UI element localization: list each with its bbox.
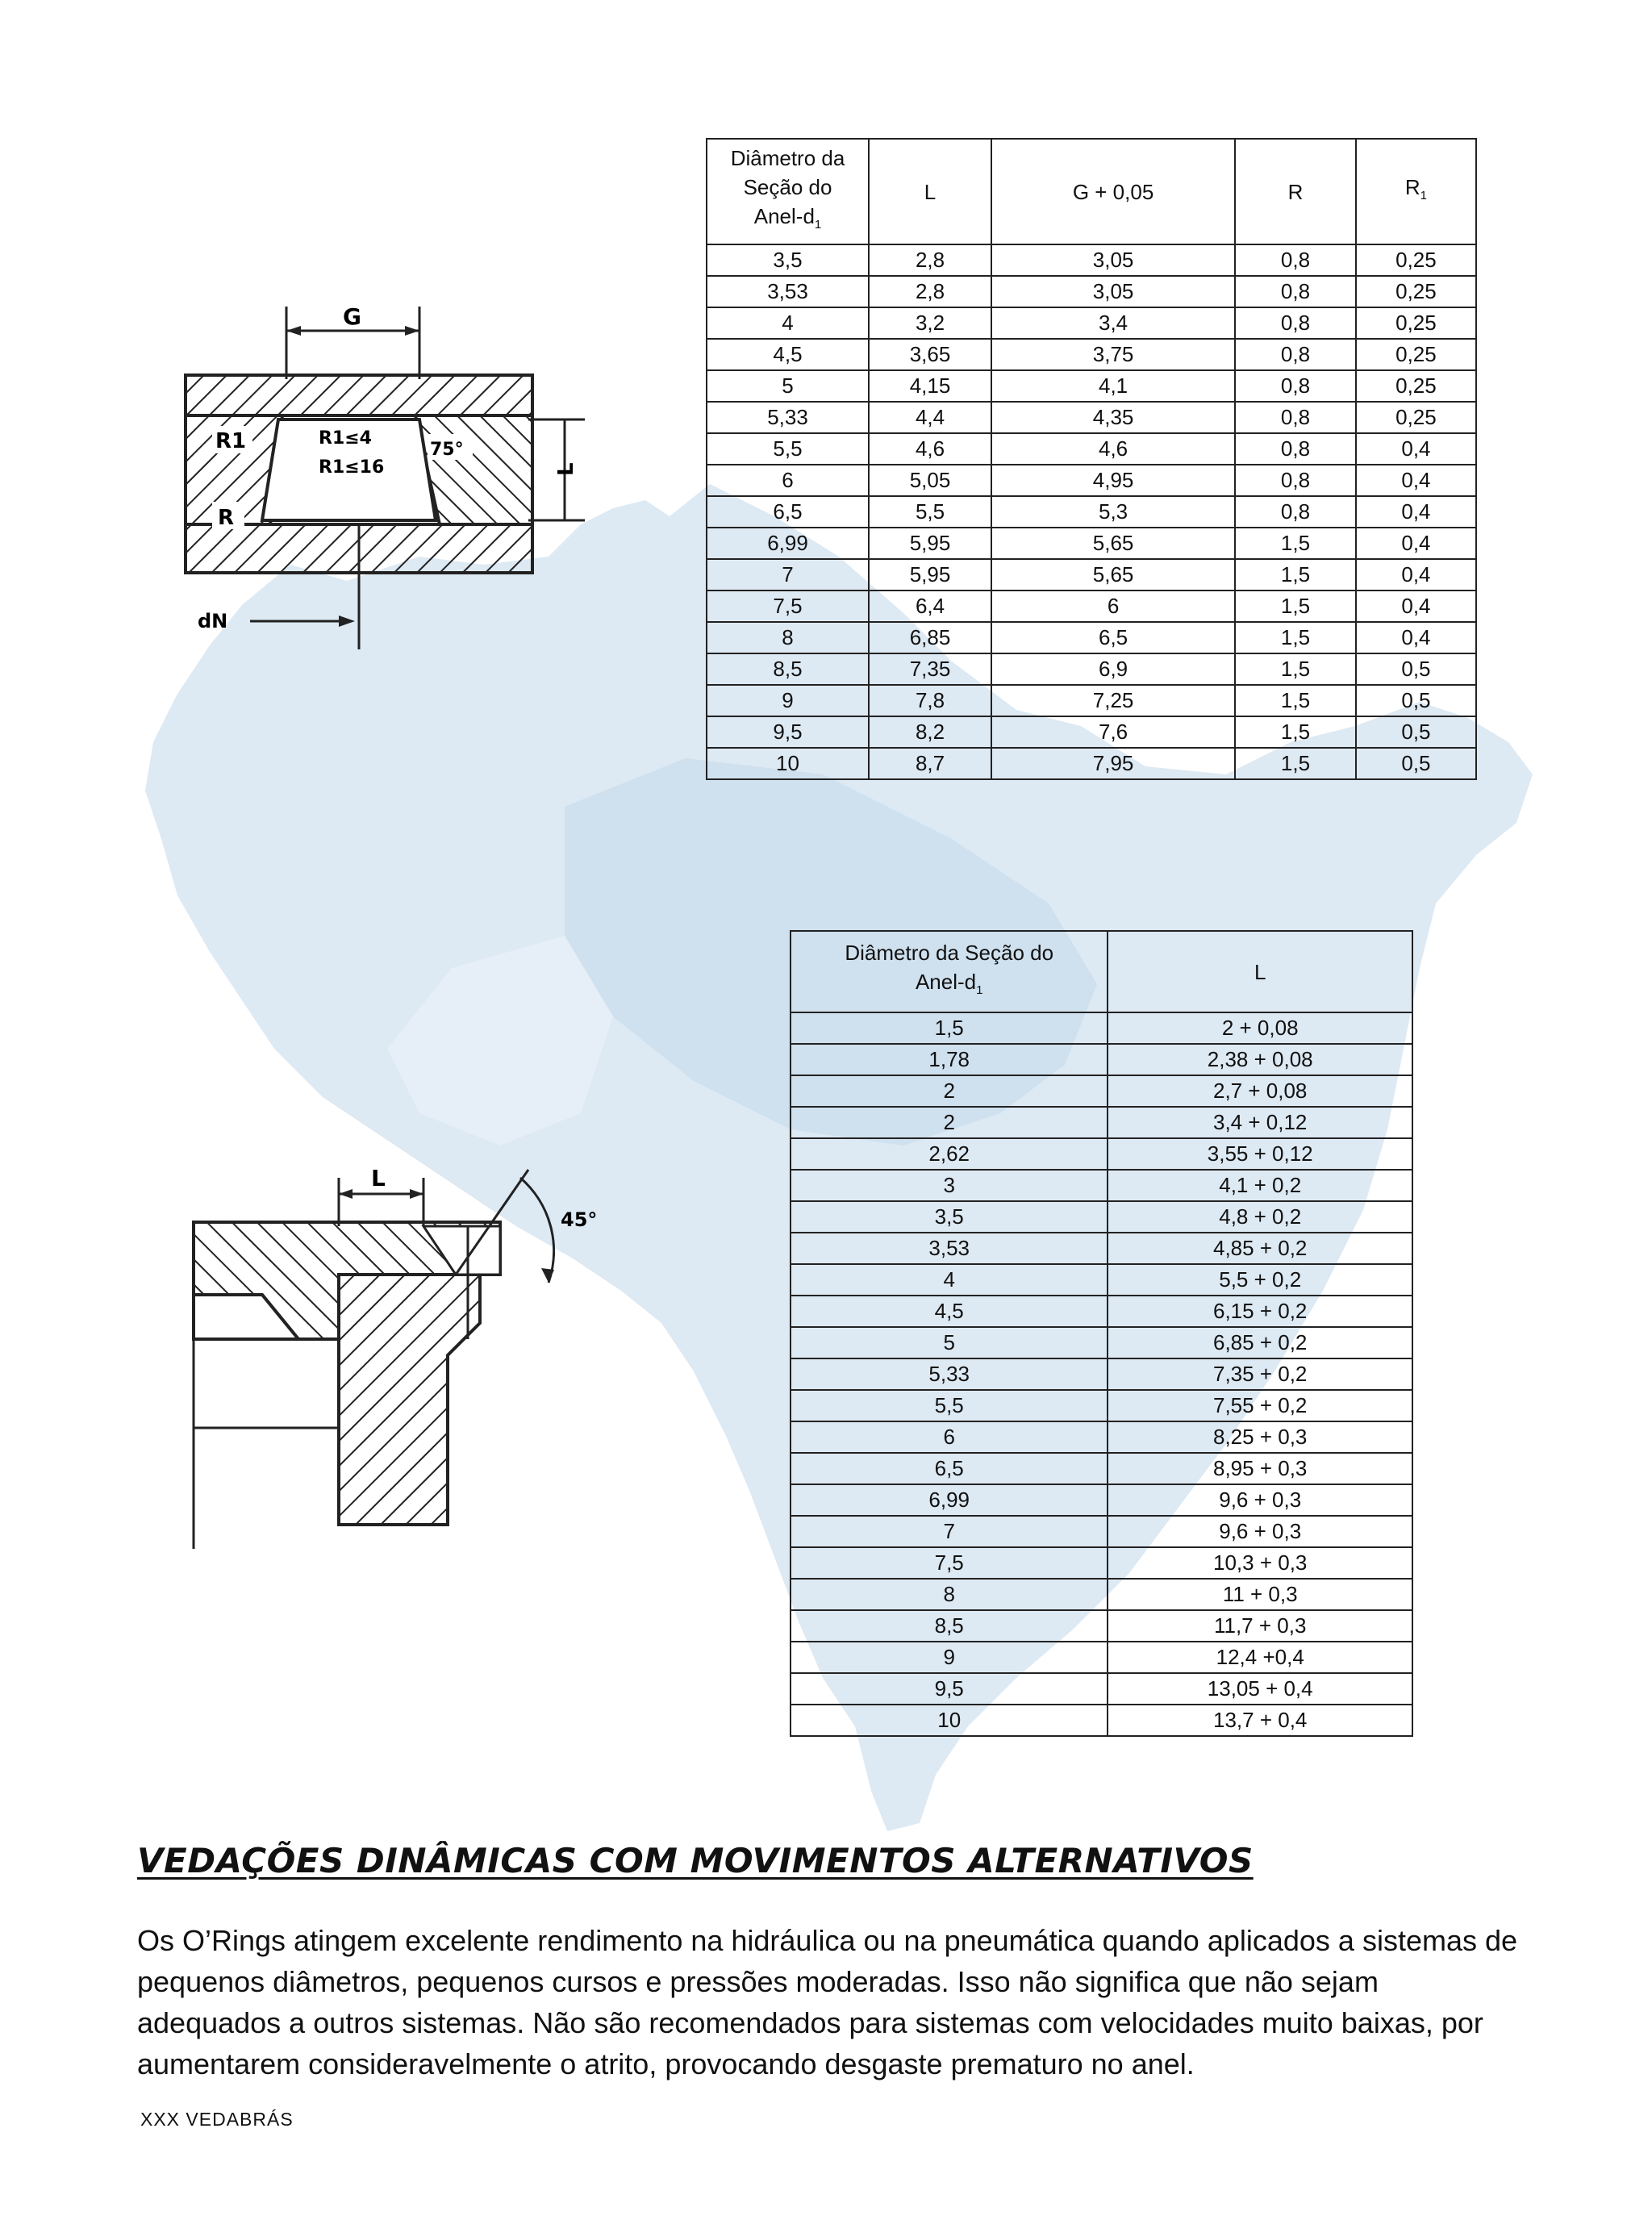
- cell-l: 6,15 + 0,2: [1108, 1296, 1412, 1327]
- cell-r: 1,5: [1235, 653, 1356, 685]
- table-row: [791, 1201, 1412, 1233]
- cell-g: 5,65: [991, 528, 1235, 559]
- cell-l: 2,8: [869, 244, 991, 276]
- cell-diameter: 5: [791, 1327, 1108, 1358]
- cell-l: 2,8: [869, 276, 991, 307]
- table-header-row: [707, 139, 1476, 244]
- column-header-diameter: Diâmetro da Seção do Anel-$d_1$: [791, 931, 1108, 1012]
- table-row: [707, 433, 1476, 465]
- table-row: [707, 748, 1476, 779]
- table-row: [791, 1264, 1412, 1296]
- cell-diameter: 3,5: [791, 1201, 1108, 1233]
- cell-r1: 0,4: [1356, 591, 1476, 622]
- table-row: [707, 402, 1476, 433]
- cell-g: 6,5: [991, 622, 1235, 653]
- cell-l: 3,4 + 0,12: [1108, 1107, 1412, 1138]
- column-header-r: R: [1235, 139, 1356, 244]
- cell-r: 0,8: [1235, 465, 1356, 496]
- table-row: [791, 1610, 1412, 1642]
- table-body: [707, 244, 1476, 779]
- label-l: L: [371, 1165, 386, 1191]
- table-row: [791, 1044, 1412, 1075]
- label-r1-le4: R1≤4: [319, 428, 372, 449]
- cell-l: 5,5: [869, 496, 991, 528]
- table-row: [791, 1358, 1412, 1390]
- cell-l: 5,5 + 0,2: [1108, 1264, 1412, 1296]
- cell-l: 8,7: [869, 748, 991, 779]
- cell-r1: 0,4: [1356, 496, 1476, 528]
- cell-r1: 0,5: [1356, 716, 1476, 748]
- cell-r: 1,5: [1235, 591, 1356, 622]
- cell-r1: 0,25: [1356, 244, 1476, 276]
- column-header-diameter: Diâmetro da Seção do Anel-$d_1$: [707, 139, 869, 244]
- table-header-row: [791, 931, 1412, 1012]
- cell-r: 0,8: [1235, 307, 1356, 339]
- cell-l: 7,35 + 0,2: [1108, 1358, 1412, 1390]
- cell-g: 4,35: [991, 402, 1235, 433]
- cell-diameter: 8: [707, 622, 869, 653]
- cell-diameter: 9,5: [791, 1673, 1108, 1705]
- table-row: [791, 1579, 1412, 1610]
- cell-diameter: 6,5: [791, 1453, 1108, 1484]
- cell-g: 6,9: [991, 653, 1235, 685]
- cell-diameter: 7: [791, 1516, 1108, 1547]
- cell-diameter: 10: [707, 748, 869, 779]
- cell-r1: 0,5: [1356, 748, 1476, 779]
- table-row: [791, 1075, 1412, 1107]
- label-g: G: [343, 303, 361, 330]
- cell-r1: 0,25: [1356, 339, 1476, 370]
- cell-r: 1,5: [1235, 559, 1356, 591]
- cell-l: 5,95: [869, 559, 991, 591]
- cell-diameter: 5,33: [707, 402, 869, 433]
- table-row: [791, 1170, 1412, 1201]
- cell-l: 3,65: [869, 339, 991, 370]
- table-row: [707, 465, 1476, 496]
- cell-l: 6,85 + 0,2: [1108, 1327, 1412, 1358]
- cell-r: 0,8: [1235, 339, 1356, 370]
- table-row: [707, 307, 1476, 339]
- table-row: [791, 1107, 1412, 1138]
- cell-l: 7,55 + 0,2: [1108, 1390, 1412, 1421]
- cell-r: 0,8: [1235, 276, 1356, 307]
- table-row: [791, 1642, 1412, 1673]
- cell-l: 7,35: [869, 653, 991, 685]
- cell-r: 1,5: [1235, 685, 1356, 716]
- cell-r1: 0,4: [1356, 528, 1476, 559]
- cell-l: 3,2: [869, 307, 991, 339]
- cell-r1: 0,25: [1356, 370, 1476, 402]
- table-body: [791, 1012, 1412, 1736]
- table-row: [791, 1673, 1412, 1705]
- cell-diameter: 5,5: [707, 433, 869, 465]
- cell-l: 4,15: [869, 370, 991, 402]
- cell-l: 8,95 + 0,3: [1108, 1453, 1412, 1484]
- table-row: [791, 1327, 1412, 1358]
- section-title: VEDAÇÕES DINÂMICAS COM MOVIMENTOS ALTERNATIVOS: [137, 1841, 1254, 1880]
- cell-r1: 0,4: [1356, 433, 1476, 465]
- table-row: [707, 559, 1476, 591]
- cell-diameter: 8: [791, 1579, 1108, 1610]
- section-body-text: Os O’Rings atingem excelente rendimento na hidráulica ou na pneumática quando aplicados a sistemas de pequenos diâmetros, pequenos cursos e pressões moderadas. Isso não significa que não sejam adequados a outros sistemas. Não são recomendados para sistemas com velocidades muito baixas, por aumentarem consideravelmente o atrito, provocando desgaste prematuro no anel.: [137, 1924, 1518, 2080]
- cell-diameter: 3,53: [791, 1233, 1108, 1264]
- table-row: [791, 1484, 1412, 1516]
- cell-diameter: 9,5: [707, 716, 869, 748]
- label-r: R: [218, 506, 235, 530]
- cell-r1: 0,5: [1356, 685, 1476, 716]
- cell-r1: 0,5: [1356, 653, 1476, 685]
- chamfer-dimensions-table: [790, 930, 1413, 1737]
- cell-r: 0,8: [1235, 496, 1356, 528]
- cell-g: 4,95: [991, 465, 1235, 496]
- cell-l: 4,4: [869, 402, 991, 433]
- cell-g: 3,05: [991, 276, 1235, 307]
- cell-g: 4,1: [991, 370, 1235, 402]
- cell-g: 7,95: [991, 748, 1235, 779]
- cell-diameter: 5,33: [791, 1358, 1108, 1390]
- cell-l: 13,05 + 0,4: [1108, 1673, 1412, 1705]
- cell-r: 1,5: [1235, 622, 1356, 653]
- cell-l: 3,55 + 0,12: [1108, 1138, 1412, 1170]
- cell-diameter: 7,5: [791, 1547, 1108, 1579]
- cell-l: 4,8 + 0,2: [1108, 1201, 1412, 1233]
- groove-profile-drawing: [173, 290, 601, 670]
- cell-l: 4,1 + 0,2: [1108, 1170, 1412, 1201]
- label-r1: R1: [215, 429, 247, 453]
- cell-l: 9,6 + 0,3: [1108, 1484, 1412, 1516]
- cell-r: 0,8: [1235, 402, 1356, 433]
- cell-diameter: 3,53: [707, 276, 869, 307]
- cell-r1: 0,4: [1356, 622, 1476, 653]
- cell-diameter: 6,99: [707, 528, 869, 559]
- cell-r: 1,5: [1235, 528, 1356, 559]
- table-row: [707, 685, 1476, 716]
- cell-l: 9,6 + 0,3: [1108, 1516, 1412, 1547]
- cell-l: 4,85 + 0,2: [1108, 1233, 1412, 1264]
- cell-l: 2,7 + 0,08: [1108, 1075, 1412, 1107]
- groove-dimensions-table: [706, 138, 1477, 780]
- cell-g: 5,65: [991, 559, 1235, 591]
- cell-diameter: 10: [791, 1705, 1108, 1736]
- cell-l: 5,95: [869, 528, 991, 559]
- cell-diameter: 4,5: [707, 339, 869, 370]
- label-angle-75: 75°: [430, 440, 464, 460]
- cell-diameter: 9: [707, 685, 869, 716]
- cell-diameter: 3,5: [707, 244, 869, 276]
- cell-diameter: 6: [791, 1421, 1108, 1453]
- cell-l: 7,8: [869, 685, 991, 716]
- cell-diameter: 6,99: [791, 1484, 1108, 1516]
- cell-r: 1,5: [1235, 748, 1356, 779]
- table-row: [791, 1516, 1412, 1547]
- cell-r1: 0,25: [1356, 276, 1476, 307]
- cell-l: 13,7 + 0,4: [1108, 1705, 1412, 1736]
- cell-l: 2 + 0,08: [1108, 1012, 1412, 1044]
- cell-r: 1,5: [1235, 716, 1356, 748]
- cell-g: 7,25: [991, 685, 1235, 716]
- cell-g: 6: [991, 591, 1235, 622]
- table-row: [707, 591, 1476, 622]
- cell-g: 3,75: [991, 339, 1235, 370]
- cell-l: 2,38 + 0,08: [1108, 1044, 1412, 1075]
- cell-l: 8,2: [869, 716, 991, 748]
- table-row: [707, 653, 1476, 685]
- table-row: [791, 1421, 1412, 1453]
- cell-l: 12,4 +0,4: [1108, 1642, 1412, 1673]
- table-row: [791, 1547, 1412, 1579]
- cell-l: 11 + 0,3: [1108, 1579, 1412, 1610]
- cell-diameter: 5,5: [791, 1390, 1108, 1421]
- cell-diameter: 6: [707, 465, 869, 496]
- cell-diameter: 2: [791, 1107, 1108, 1138]
- table-row: [791, 1453, 1412, 1484]
- table-row: [707, 716, 1476, 748]
- cell-g: 4,6: [991, 433, 1235, 465]
- cell-diameter: 4,5: [791, 1296, 1108, 1327]
- label-dn: dN: [198, 610, 228, 632]
- column-header-g: G + 0,05: [991, 139, 1235, 244]
- cell-diameter: 2: [791, 1075, 1108, 1107]
- cell-diameter: 4: [791, 1264, 1108, 1296]
- chamfer-profile-drawing: [181, 1146, 617, 1565]
- label-angle-45: 45°: [561, 1208, 598, 1231]
- cell-l: 6,85: [869, 622, 991, 653]
- cell-l: 5,05: [869, 465, 991, 496]
- column-header-r1: $R_1$: [1356, 139, 1476, 244]
- cell-l: 8,25 + 0,3: [1108, 1421, 1412, 1453]
- table-row: [707, 622, 1476, 653]
- label-r1-le16: R1≤16: [319, 457, 385, 478]
- cell-diameter: 5: [707, 370, 869, 402]
- cell-r: 0,8: [1235, 370, 1356, 402]
- table-row: [707, 339, 1476, 370]
- cell-r: 0,8: [1235, 433, 1356, 465]
- table-row: [791, 1012, 1412, 1044]
- cell-r1: 0,4: [1356, 465, 1476, 496]
- table-row: [791, 1390, 1412, 1421]
- cell-r: 0,8: [1235, 244, 1356, 276]
- cell-diameter: 6,5: [707, 496, 869, 528]
- cell-l: 10,3 + 0,3: [1108, 1547, 1412, 1579]
- column-header-l: L: [869, 139, 991, 244]
- cell-diameter: 8,5: [791, 1610, 1108, 1642]
- column-header-l: L: [1108, 931, 1412, 1012]
- cell-diameter: 2,62: [791, 1138, 1108, 1170]
- cell-g: 5,3: [991, 496, 1235, 528]
- table-row: [791, 1296, 1412, 1327]
- cell-r1: 0,4: [1356, 559, 1476, 591]
- table-row: [707, 528, 1476, 559]
- table-row: [707, 370, 1476, 402]
- cell-l: 6,4: [869, 591, 991, 622]
- cell-diameter: 1,5: [791, 1012, 1108, 1044]
- cell-g: 7,6: [991, 716, 1235, 748]
- page-footer: XXX VEDABRÁS: [140, 2109, 294, 2130]
- table-row: [791, 1705, 1412, 1736]
- table-row: [707, 276, 1476, 307]
- cell-diameter: 7,5: [707, 591, 869, 622]
- cell-diameter: 7: [707, 559, 869, 591]
- cell-diameter: 8,5: [707, 653, 869, 685]
- table-row: [791, 1138, 1412, 1170]
- cell-diameter: 1,78: [791, 1044, 1108, 1075]
- cell-l: 4,6: [869, 433, 991, 465]
- cell-g: 3,4: [991, 307, 1235, 339]
- cell-r1: 0,25: [1356, 402, 1476, 433]
- label-l: L: [554, 462, 578, 476]
- cell-diameter: 9: [791, 1642, 1108, 1673]
- cell-g: 3,05: [991, 244, 1235, 276]
- cell-diameter: 3: [791, 1170, 1108, 1201]
- cell-l: 11,7 + 0,3: [1108, 1610, 1412, 1642]
- table-row: [707, 496, 1476, 528]
- cell-r1: 0,25: [1356, 307, 1476, 339]
- table-row: [791, 1233, 1412, 1264]
- table-row: [707, 244, 1476, 276]
- cell-diameter: 4: [707, 307, 869, 339]
